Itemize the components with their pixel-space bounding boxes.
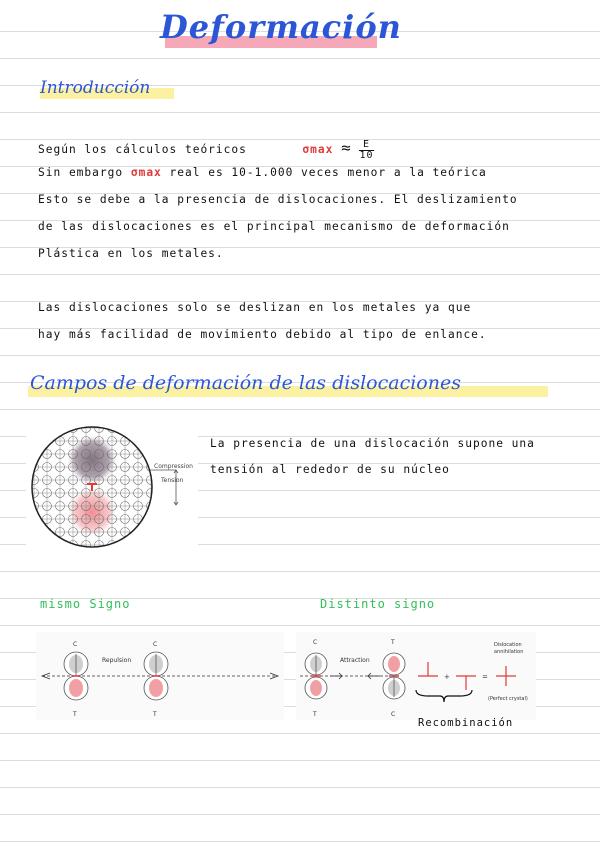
attraction-label: Attraction: [340, 657, 370, 664]
same-sign-label: mismo Signo: [40, 597, 131, 611]
recombination-brace: [414, 688, 474, 708]
right-t-label: T: [153, 711, 157, 718]
annihilation-label-1: Dislocation: [494, 642, 522, 648]
section2-text-2: tensión al rededor de su núcleo: [210, 463, 450, 476]
intro-line-7: hay más facilidad de movimiento debido al tipo de enlance.: [38, 328, 487, 341]
left-t-label: T: [73, 711, 77, 718]
fraction: [359, 140, 373, 161]
compression-label: Compression: [154, 463, 193, 470]
line2-end: real es 10-1.000 veces menor a la teórica: [169, 166, 487, 179]
sigma-max-inline: σmax: [130, 166, 162, 179]
diff-right-c: C: [391, 711, 396, 718]
tension-label: Tension: [161, 477, 184, 484]
section2-heading: Campos de deformación de las dislocaciones: [30, 372, 461, 394]
sigma-max: σmax: [302, 143, 334, 156]
repulsion-label: Repulsion: [102, 657, 132, 664]
diff-sign-label: Distinto signo: [320, 597, 436, 611]
intro-heading: Introducción: [40, 78, 151, 98]
intro-line-6: Las dislocaciones solo se deslizan en los metales ya que: [38, 301, 472, 314]
annihilation-label-2: annihilation: [494, 649, 524, 655]
page-title: Deformación: [160, 8, 402, 46]
left-c-label: C: [73, 641, 78, 648]
formula-prefix: Según los cálculos teóricos: [38, 143, 247, 156]
repulsion-figure: [36, 632, 284, 720]
formula-line: [38, 138, 374, 161]
diff-left-t: T: [313, 711, 317, 718]
approx-symbol: ≈: [341, 138, 352, 157]
dislocation-stress-figure: [26, 420, 198, 554]
diff-left-c: C: [313, 639, 318, 646]
intro-line-2: [38, 166, 487, 179]
fraction-numerator: E: [359, 140, 373, 151]
intro-line-4: de las dislocaciones es el principal mecanismo de deformación: [38, 220, 510, 233]
plus-symbol: +: [444, 673, 450, 681]
intro-line-5: Plástica en los metales.: [38, 247, 224, 260]
section2-text-1: La presencia de una dislocación supone una: [210, 437, 535, 450]
arrow-symbol: =: [482, 673, 488, 681]
diff-right-t: T: [391, 639, 395, 646]
fraction-denominator: 10: [359, 149, 374, 161]
line2-start: Sin embargo: [38, 166, 124, 179]
perfect-crystal-label: (Perfect crystal): [488, 696, 528, 702]
right-c-label: C: [153, 641, 158, 648]
recombination-label: Recombinación: [418, 717, 514, 729]
intro-line-3: Esto se debe a la presencia de dislocaciones. El deslizamiento: [38, 193, 518, 206]
